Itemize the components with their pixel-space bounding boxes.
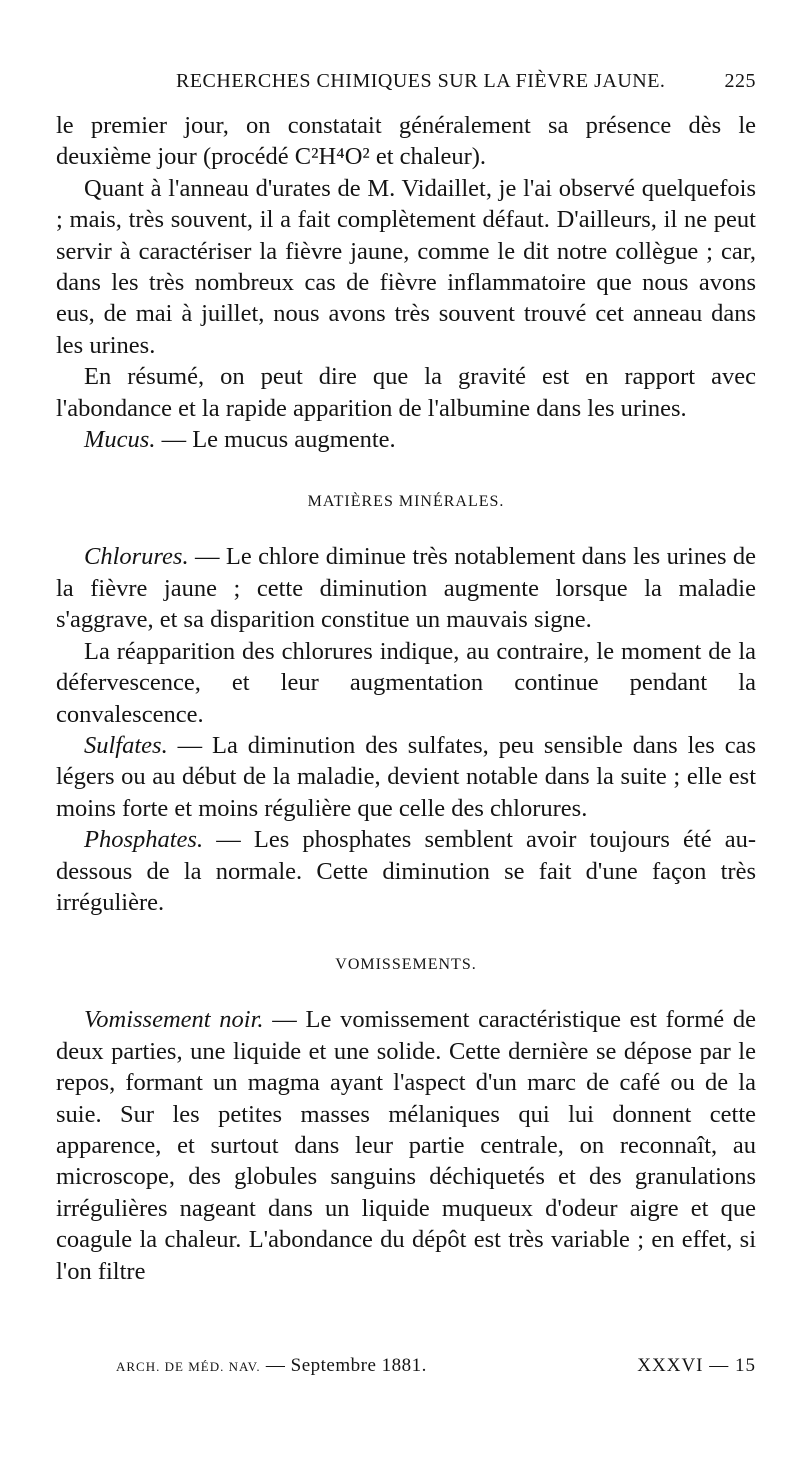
page-body	[56, 110, 756, 1287]
paragraph-resume: En résumé, on peut dire que la gravité est en rapport avec l'abondance et la rapide apparition de l'albumine dans les urines.	[56, 363, 756, 422]
sulfates-text: — La diminution des sulfates, peu sensible dans les cas légers ou au début de la maladie, devient notable dans la suite ; elle est moins forte et moins régulière que celle des chlorures.	[56, 731, 756, 822]
footer-journal-date	[116, 1355, 427, 1377]
footer-signature: XXXVI — 15	[637, 1355, 756, 1376]
vomissement-text: — Le vomissement caractéristique est formé de deux parties, une liquide et une solide. Cette dernière se dépose par le repos, formant un magma ayant l'aspect d'un marc de café ou de la suie. Sur les petites masses mélaniques qui lui donnent cette apparence, et surtout dans leur partie centrale, on reconnaît, au microscope, des globules sanguins déchiquetés et des granulations irrégulières nageant dans un liquide muqueux d'odeur aigre et que coagule la chaleur. L'abondance du dépôt est très variable ; en effet, si l'on filtre	[56, 1006, 756, 1285]
phosphates-text: — Les phosphates semblent avoir toujours été au-dessous de la normale. Cette diminution se fait d'une façon très irrégulière.	[56, 826, 756, 916]
paragraph-chlorures	[56, 541, 756, 635]
paragraph-phosphates	[56, 824, 756, 918]
section-heading-vomissements: VOMISSEMENTS.	[335, 956, 477, 974]
section-heading-minerales: MATIÈRES MINÉRALES.	[307, 493, 505, 511]
mucus-text: — Le mucus augmente.	[155, 426, 396, 454]
chlorures-label: Chlorures.	[84, 543, 189, 571]
page-number: 225	[724, 70, 756, 92]
phosphates-label: Phosphates.	[84, 826, 204, 854]
paragraph-mucus	[56, 424, 756, 455]
mucus-label: Mucus.	[84, 426, 156, 454]
footer-date: — Septembre 1881.	[265, 1355, 427, 1376]
paragraph-sulfates	[56, 730, 756, 824]
paragraph-anneau-urates: Quant à l'anneau d'urates de M. Vidaillet, je l'ai observé quelquefois ; mais, très souvent, il a fait complètement défaut. D'ailleurs, il ne peut servir à caractériser la fièvre jaune, comme le dit notre collègue ; car, dans les très nombreux cas de fièvre inflammatoire que nous avons eus, de mai à juillet, nous avons très souvent trouvé cet anneau dans les urines.	[56, 174, 756, 359]
footer-journal: ARCH. DE MÉD. NAV.	[116, 1359, 261, 1374]
vomissement-label: Vomissement noir.	[84, 1006, 264, 1034]
paragraph-continuation: le premier jour, on constatait généralement sa présence dès le deuxième jour (procédé C²H⁴O² et chaleur).	[56, 112, 756, 171]
sulfates-label: Sulfates.	[84, 731, 168, 759]
paragraph-vomissement-noir	[56, 1004, 756, 1287]
chlorures-text: — Le chlore diminue très notablement dans les urines de la fièvre jaune ; cette diminution augmente lorsque la maladie s'aggrave, et sa disparition constitue un mauvais signe.	[56, 543, 756, 634]
paragraph-reapparition: La réapparition des chlorures indique, au contraire, le moment de la défervescence, et leur augmentation continue pendant la convalescence.	[56, 637, 756, 728]
running-title: RECHERCHES CHIMIQUES SUR LA FIÈVRE JAUNE.	[176, 70, 666, 92]
